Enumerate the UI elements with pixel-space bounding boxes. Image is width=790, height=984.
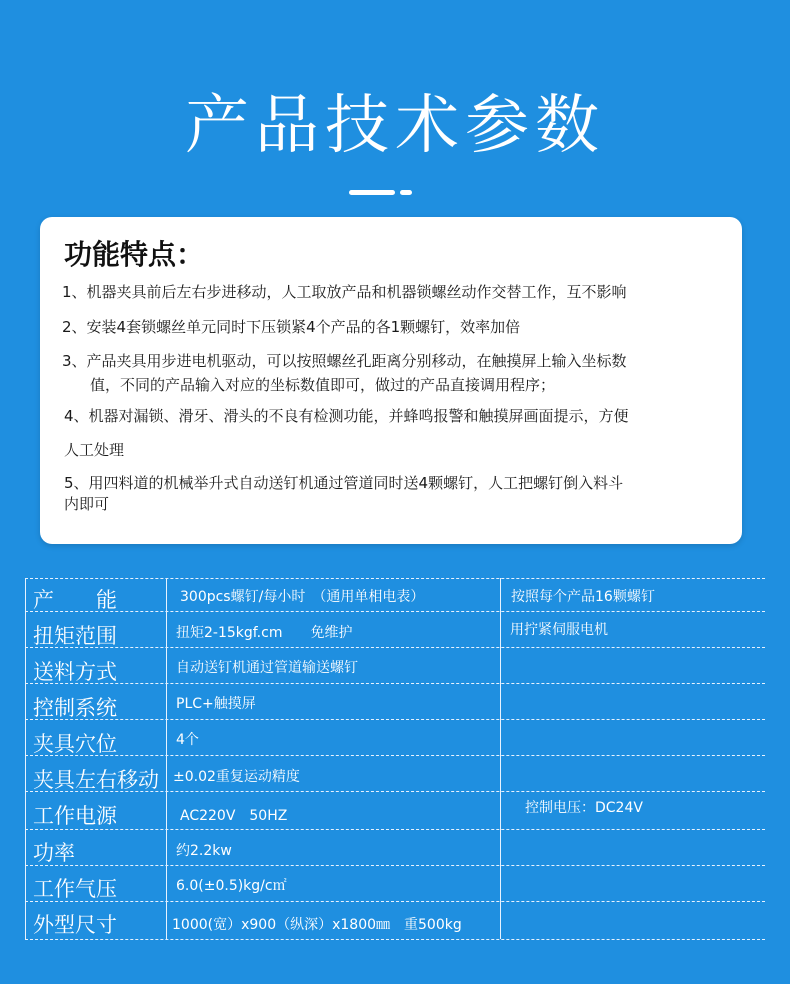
feature-item-5-cont: 内即可 [64,495,110,513]
spec-value-control: PLC+触摸屏 [176,696,256,712]
spec-label-movement: 夹具左右移动 [33,768,159,792]
spec-label-power: 功率 [33,841,75,865]
spec-label-air-pressure: 工作气压 [33,877,117,901]
table-line [25,939,765,940]
spec-label-fixture: 夹具穴位 [33,732,117,756]
spec-label-torque: 扭矩范围 [33,624,117,648]
title-underline [349,190,395,195]
title-underline-dot [400,190,412,195]
features-card [40,217,742,544]
spec-value-movement: ±0.02重复运动精度 [173,769,300,785]
feature-item-5: 5、用四料道的机械举升式自动送钉机通过管道同时送4颗螺钉，人工把螺钉倒入料斗 [64,474,624,492]
feature-item-3-cont: 值，不同的产品输入对应的坐标数值即可，做过的产品直接调用程序； [90,376,556,394]
feature-item-4: 4、机器对漏锁、滑牙、滑头的不良有检测功能，并蜂鸣报警和触摸屏画面提示，方便 [64,407,629,425]
feature-item-4-cont: 人工处理 [64,441,125,459]
feature-item-3: 3、产品夹具用步进电机驱动，可以按照螺丝孔距离分别移动，在触摸屏上输入坐标数 [62,352,627,370]
table-line [25,865,765,866]
spec-label-feeding: 送料方式 [33,660,117,684]
feature-item-2: 2、安装4套锁螺丝单元同时下压锁紧4个产品的各1颗螺钉，效率加倍 [62,318,521,336]
spec-value-dimensions: 1000(宽）x900（纵深）x1800㎜ 重500kg [172,917,462,933]
table-vline [25,578,26,939]
page-title: 产品技术参数 [185,89,605,163]
spec-note-torque: 用拧紧伺服电机 [510,622,608,638]
table-vline [500,578,501,939]
feature-item-1: 1、机器夹具前后左右步进移动，人工取放产品和机器锁螺丝动作交替工作，互不影响 [62,283,627,301]
features-heading: 功能特点： [64,238,205,271]
table-line [25,611,765,612]
spec-value-feeding: 自动送钉机通过管道输送螺钉 [176,660,358,676]
spec-value-power-supply: AC220V 50HZ [180,808,288,824]
spec-value-torque: 扭矩2-15kgf.cm 免维护 [176,625,353,641]
spec-value-fixture: 4个 [176,732,199,748]
spec-label-capacity: 产 能 [33,588,117,612]
spec-value-air-pressure: 6.0(±0.5)kg/c㎡ [176,878,287,894]
table-line [25,578,765,579]
spec-note-power-supply: 控制电压：DC24V [525,800,643,816]
spec-value-power: 约2.2kw [176,843,232,859]
table-line [25,719,765,720]
spec-label-dimensions: 外型尺寸 [33,913,117,937]
table-line [25,829,765,830]
table-line [25,683,765,684]
table-line [25,647,765,648]
spec-note-capacity: 按照每个产品16颗螺钉 [511,589,655,605]
spec-value-capacity: 300pcs螺钉/每小时 （通用单相电表） [180,589,425,605]
table-vline [166,578,167,939]
spec-label-control: 控制系统 [33,696,117,720]
spec-label-power-supply: 工作电源 [33,804,117,828]
table-line [25,755,765,756]
table-line [25,901,765,902]
